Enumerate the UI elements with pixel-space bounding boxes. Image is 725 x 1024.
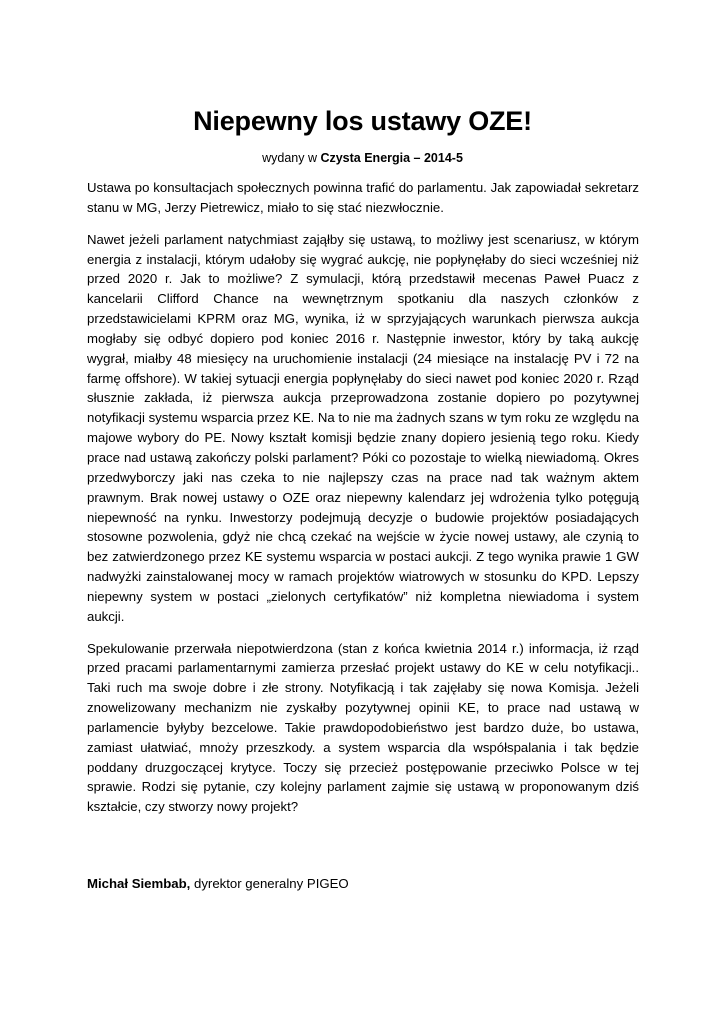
signature [87, 876, 639, 891]
page-title: Niepewny los ustawy OZE! [193, 106, 532, 136]
publication-prefix: wydany w [262, 151, 321, 165]
publication-source: Czysta Energia – 2014-5 [320, 151, 463, 165]
paragraph-3: Spekulowanie przerwała niepotwierdzona (stan z końca kwietnia 2014 r.) informacja, iż rząd przed pracami parlamentarnymi zamierza przesłać projekt ustawy do KE w celu notyfikacji.. Taki ruch ma swoje dobre i złe strony. Notyfikacją i tak zajęłaby się nowa Komisja. Jeżeli znowelizowany mechanizm nie zyskałby pozytywnej opinii KE, to prace nad ustawą w parlamencie byłyby bezcelowe. Takie prawdopodobieństwo jest bardzo duże, bo ustawa, zamiast ułatwiać, mnoży przeszkody. a system wsparcia dla współspalania i tak będzie poddany druzgoczącej krytyce. Toczy się przecież postępowanie przeciwko Polsce w tej sprawie. Rodzi się pytanie, czy kolejny parlament zajmie się ustawą w proponowanym dziś kształcie, czy stworzy nowy projekt? [87, 640, 639, 815]
signature-role: dyrektor generalny PIGEO [190, 876, 349, 891]
publication-info [0, 151, 725, 165]
article-body [87, 178, 639, 829]
paragraph-2: Nawet jeżeli parlament natychmiast zająłby się ustawą, to możliwy jest scenariusz, w którym energia z instalacji, którym udałoby się wygrać aukcję, nie popłynęłaby do sieci wcześniej niż przed 2020 r. Jak to możliwe? Z symulacji, którą przedstawił mecenas Paweł Puacz z kancelarii Clifford Chance na wewnętrznym spotkaniu dla naszych członków z przedstawicielami KPRM oraz MG, wynika, iż w sprzyjających warunkach pierwsza aukcja mogłaby się odbyć dopiero pod koniec 2016 r. Następnie inwestor, który by taką aukcję wygrał, miałby 48 miesięcy na uruchomienie instalacji (24 miesiące na instalację PV i 72 na farmę offshore). W takiej sytuacji energia popłynęłaby do sieci nawet pod koniec 2020 r. Rząd słusznie zakłada, iż pierwsza aukcja przeprowadzona zostanie dopiero po pozytywnej notyfikacji systemu wsparcia przez KE. Na to nie ma żadnych szans w tym roku ze względu na majowe wybory do PE. Nowy kształt komisji będzie znany dopiero jesienią tego roku. Kiedy prace nad ustawą zakończy polski parlament? Póki co pozostaje to wielką niewiadomą. Okres przedwyborczy jaki nas czeka to nie najlepszy czas na prace nad tak ważnym aktem prawnym. Brak nowej ustawy o OZE oraz niepewny kalendarz jej wdrożenia tylko potęgują niepewność na rynku. Inwestorzy podejmują decyzje o budowie projektów posiadających stosowne pozwolenia, gdyż nie chcą czekać na wejście w życie nowej ustawy, ale czynią to bez zatwierdzonego przez KE systemu wsparcia w postaci aukcji. Z tego wynika prawie 1 GW nadwyżki zainstalowanej mocy w ramach projektów wiatrowych w stosunku do KPD. Lepszy niepewny system w postaci „zielonych certyfikatów” niż kompletna niewiadoma i system aukcji. [87, 231, 639, 624]
paragraph-1: Ustawa po konsultacjach społecznych powinna trafić do parlamentu. Jak zapowiadał sekretarz stanu w MG, Jerzy Pietrewicz, miało to się stać niezwłocznie. [87, 180, 639, 215]
signature-name: Michał Siembab, [87, 876, 191, 891]
